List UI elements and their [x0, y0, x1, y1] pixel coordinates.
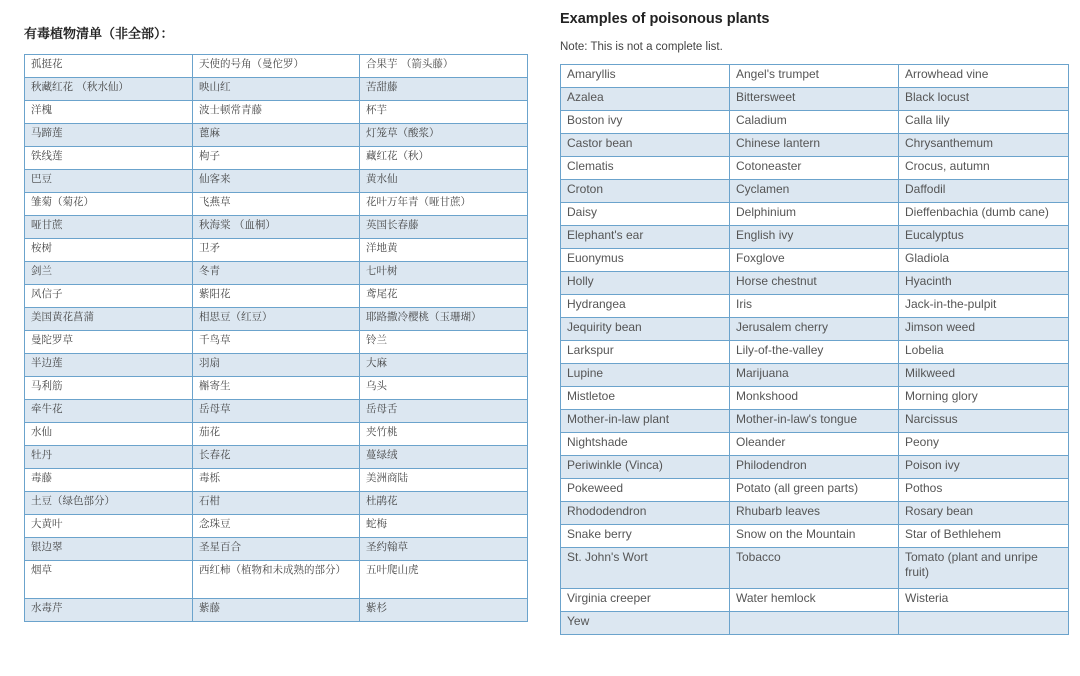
table-row — [561, 502, 1069, 525]
table-row — [561, 180, 1069, 203]
table-cell: 苦甜藤 — [360, 78, 528, 101]
table-row — [561, 364, 1069, 387]
table-cell: 秋海棠 （血桐） — [193, 216, 360, 239]
table-cell: 鸢尾花 — [360, 285, 528, 308]
table-row — [25, 262, 528, 285]
table-cell: 五叶爬山虎 — [360, 561, 528, 599]
table-cell: 银边翠 — [25, 538, 193, 561]
table-cell: 紫杉 — [360, 599, 528, 622]
table-cell: English ivy — [730, 226, 899, 249]
table-cell: Rosary bean — [899, 502, 1069, 525]
table-cell: 马蹄莲 — [25, 124, 193, 147]
table-cell: Marijuana — [730, 364, 899, 387]
table-cell: 大黄叶 — [25, 515, 193, 538]
table-cell: Lobelia — [899, 341, 1069, 364]
table-row — [25, 377, 528, 400]
table-row — [25, 331, 528, 354]
table-row — [561, 341, 1069, 364]
table-row — [25, 423, 528, 446]
table-cell: Horse chestnut — [730, 272, 899, 295]
table-cell: Arrowhead vine — [899, 65, 1069, 88]
table-row — [25, 124, 528, 147]
table-cell: Morning glory — [899, 387, 1069, 410]
table-cell: Pothos — [899, 479, 1069, 502]
english-plant-table — [560, 64, 1069, 635]
table-cell: Virginia creeper — [561, 589, 730, 612]
table-row — [561, 295, 1069, 318]
table-row — [561, 134, 1069, 157]
table-cell: Narcissus — [899, 410, 1069, 433]
table-row — [25, 492, 528, 515]
chinese-list-title: 有毒植物清单（非全部）： — [24, 27, 174, 42]
table-row — [25, 561, 528, 599]
table-cell: 仙客来 — [193, 170, 360, 193]
table-row — [25, 515, 528, 538]
table-cell: Larkspur — [561, 341, 730, 364]
table-row — [25, 193, 528, 216]
table-row — [25, 354, 528, 377]
table-row — [561, 111, 1069, 134]
table-cell: 岳母草 — [193, 400, 360, 423]
table-row — [25, 446, 528, 469]
english-plant-list-section — [560, 10, 1068, 635]
table-row — [561, 157, 1069, 180]
table-row — [561, 525, 1069, 548]
table-cell: 石柑 — [193, 492, 360, 515]
table-row — [561, 88, 1069, 111]
table-cell: Snake berry — [561, 525, 730, 548]
table-cell: Jequirity bean — [561, 318, 730, 341]
table-cell: Tomato (plant and unripe fruit) — [899, 548, 1069, 589]
table-cell: Angel's trumpet — [730, 65, 899, 88]
table-cell: Lily-of-the-valley — [730, 341, 899, 364]
table-cell: 半边莲 — [25, 354, 193, 377]
table-cell: 铁线莲 — [25, 147, 193, 170]
table-cell: Daffodil — [899, 180, 1069, 203]
table-cell: 风信子 — [25, 285, 193, 308]
table-cell: 卫矛 — [193, 239, 360, 262]
table-cell: 映山红 — [193, 78, 360, 101]
table-cell: 哑甘蔗 — [25, 216, 193, 239]
table-cell: 岳母舌 — [360, 400, 528, 423]
table-cell: 槲寄生 — [193, 377, 360, 400]
table-row — [561, 226, 1069, 249]
table-row — [561, 249, 1069, 272]
table-cell: Mother-in-law plant — [561, 410, 730, 433]
table-cell: 雏菊（菊花） — [25, 193, 193, 216]
table-cell: 羽扇 — [193, 354, 360, 377]
table-cell: 长春花 — [193, 446, 360, 469]
table-cell: 水毒芹 — [25, 599, 193, 622]
table-cell: Euonymus — [561, 249, 730, 272]
table-cell: 孤挺花 — [25, 55, 193, 78]
table-cell: Nightshade — [561, 433, 730, 456]
table-cell: Wisteria — [899, 589, 1069, 612]
table-cell: Poison ivy — [899, 456, 1069, 479]
table-cell: 美国黄花菖蒲 — [25, 308, 193, 331]
table-row — [561, 318, 1069, 341]
table-cell: 圣约翰草 — [360, 538, 528, 561]
table-row — [25, 469, 528, 492]
table-row — [561, 589, 1069, 612]
table-cell: Boston ivy — [561, 111, 730, 134]
table-cell: 耶路撒冷樱桃（玉珊瑚） — [360, 308, 528, 331]
table-cell: 夹竹桃 — [360, 423, 528, 446]
table-cell: Clematis — [561, 157, 730, 180]
table-row — [25, 101, 528, 124]
table-cell: Cyclamen — [730, 180, 899, 203]
table-cell: Crocus, autumn — [899, 157, 1069, 180]
table-row — [561, 479, 1069, 502]
table-cell: 紫藤 — [193, 599, 360, 622]
table-row — [561, 387, 1069, 410]
table-cell: Peony — [899, 433, 1069, 456]
table-cell: 马利筋 — [25, 377, 193, 400]
table-cell: Snow on the Mountain — [730, 525, 899, 548]
table-cell: Azalea — [561, 88, 730, 111]
table-cell: Amaryllis — [561, 65, 730, 88]
english-list-note: Note: This is not a complete list. — [560, 41, 723, 53]
table-cell: Black locust — [899, 88, 1069, 111]
table-cell: Periwinkle (Vinca) — [561, 456, 730, 479]
table-cell: Castor bean — [561, 134, 730, 157]
table-cell: 西红柿（植物和未成熟的部分） — [193, 561, 360, 599]
table-cell: 蛇梅 — [360, 515, 528, 538]
table-cell: 合果芋 （箭头藤） — [360, 55, 528, 78]
table-row — [561, 612, 1069, 635]
table-cell: 念珠豆 — [193, 515, 360, 538]
table-cell: Oleander — [730, 433, 899, 456]
table-cell: 洋槐 — [25, 101, 193, 124]
table-cell: 相思豆（红豆） — [193, 308, 360, 331]
table-cell: 花叶万年青（哑甘蔗） — [360, 193, 528, 216]
table-row — [25, 55, 528, 78]
table-cell — [730, 612, 899, 635]
table-row — [25, 239, 528, 262]
table-cell: 飞燕草 — [193, 193, 360, 216]
table-cell: Jimson weed — [899, 318, 1069, 341]
table-row — [561, 433, 1069, 456]
table-cell: 乌头 — [360, 377, 528, 400]
table-cell: 大麻 — [360, 354, 528, 377]
table-cell: 牵牛花 — [25, 400, 193, 423]
table-cell: Iris — [730, 295, 899, 318]
table-cell: Star of Bethlehem — [899, 525, 1069, 548]
table-row — [25, 147, 528, 170]
table-cell: 水仙 — [25, 423, 193, 446]
table-cell: 蓖麻 — [193, 124, 360, 147]
table-cell: Monkshood — [730, 387, 899, 410]
table-cell: Bittersweet — [730, 88, 899, 111]
table-cell: 烟草 — [25, 561, 193, 599]
table-cell: Caladium — [730, 111, 899, 134]
table-row — [561, 272, 1069, 295]
table-cell: 枸子 — [193, 147, 360, 170]
table-cell: Philodendron — [730, 456, 899, 479]
table-cell: Jerusalem cherry — [730, 318, 899, 341]
table-cell: 洋地黄 — [360, 239, 528, 262]
table-row — [25, 78, 528, 101]
table-cell: Yew — [561, 612, 730, 635]
table-row — [25, 285, 528, 308]
table-cell: 波士顿常青藤 — [193, 101, 360, 124]
table-cell: 圣星百合 — [193, 538, 360, 561]
table-cell: 杯芋 — [360, 101, 528, 124]
table-cell: Mother-in-law's tongue — [730, 410, 899, 433]
table-cell: 紫阳花 — [193, 285, 360, 308]
table-cell: Calla lily — [899, 111, 1069, 134]
table-cell: 桉树 — [25, 239, 193, 262]
table-cell: 灯笼草（酸浆） — [360, 124, 528, 147]
table-row — [25, 599, 528, 622]
table-cell: Milkweed — [899, 364, 1069, 387]
table-cell: Foxglove — [730, 249, 899, 272]
table-cell: Lupine — [561, 364, 730, 387]
table-cell: 土豆（绿色部分） — [25, 492, 193, 515]
table-row — [561, 65, 1069, 88]
table-cell: 千鸟草 — [193, 331, 360, 354]
table-cell: Daisy — [561, 203, 730, 226]
table-cell: 黄水仙 — [360, 170, 528, 193]
table-cell: Rhododendron — [561, 502, 730, 525]
table-cell: Eucalyptus — [899, 226, 1069, 249]
table-cell: 英国长春藤 — [360, 216, 528, 239]
table-cell: 剑兰 — [25, 262, 193, 285]
table-row — [25, 308, 528, 331]
table-cell: 杜鹃花 — [360, 492, 528, 515]
table-cell: Chinese lantern — [730, 134, 899, 157]
table-cell: 毒藤 — [25, 469, 193, 492]
table-cell: Holly — [561, 272, 730, 295]
table-cell: Pokeweed — [561, 479, 730, 502]
table-cell: Delphinium — [730, 203, 899, 226]
table-cell: Jack-in-the-pulpit — [899, 295, 1069, 318]
chinese-plant-list-section — [24, 26, 527, 622]
table-cell: 茄花 — [193, 423, 360, 446]
table-row — [25, 170, 528, 193]
table-cell: Hydrangea — [561, 295, 730, 318]
table-row — [561, 548, 1069, 589]
table-cell: Elephant's ear — [561, 226, 730, 249]
table-row — [25, 216, 528, 239]
table-cell: Hyacinth — [899, 272, 1069, 295]
table-cell: 蔓绿绒 — [360, 446, 528, 469]
table-row — [25, 400, 528, 423]
table-row — [561, 456, 1069, 479]
table-cell — [899, 612, 1069, 635]
table-cell: 秋藏红花 （秋水仙） — [25, 78, 193, 101]
table-cell: Mistletoe — [561, 387, 730, 410]
table-cell: Chrysanthemum — [899, 134, 1069, 157]
table-cell: 毒栎 — [193, 469, 360, 492]
table-cell: St. John's Wort — [561, 548, 730, 589]
table-cell: 藏红花（秋） — [360, 147, 528, 170]
table-cell: 巴豆 — [25, 170, 193, 193]
table-cell: 曼陀罗草 — [25, 331, 193, 354]
table-cell: Croton — [561, 180, 730, 203]
table-cell: 牡丹 — [25, 446, 193, 469]
chinese-plant-table — [24, 54, 528, 622]
table-cell: Dieffenbachia (dumb cane) — [899, 203, 1069, 226]
table-cell: Rhubarb leaves — [730, 502, 899, 525]
table-cell: Water hemlock — [730, 589, 899, 612]
table-cell: 七叶树 — [360, 262, 528, 285]
table-cell: 冬青 — [193, 262, 360, 285]
table-cell: 美洲商陆 — [360, 469, 528, 492]
english-list-title: Examples of poisonous plants — [560, 11, 770, 27]
table-cell: Cotoneaster — [730, 157, 899, 180]
table-cell: 铃兰 — [360, 331, 528, 354]
table-cell: Gladiola — [899, 249, 1069, 272]
table-cell: 天使的号角（曼佗罗） — [193, 55, 360, 78]
table-row — [25, 538, 528, 561]
table-row — [561, 410, 1069, 433]
table-cell: Potato (all green parts) — [730, 479, 899, 502]
table-cell: Tobacco — [730, 548, 899, 589]
table-row — [561, 203, 1069, 226]
